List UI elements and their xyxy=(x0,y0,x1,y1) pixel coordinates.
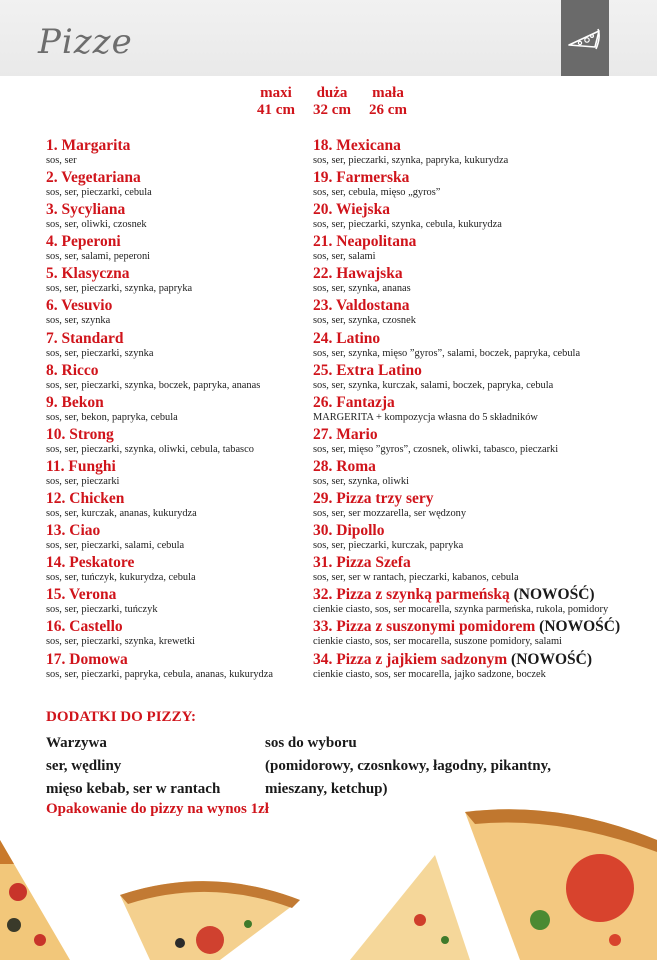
pizza-name-text: 5. Klasyczna xyxy=(46,265,130,283)
pizza-name xyxy=(313,426,633,444)
pizza-name-text: 19. Farmerska xyxy=(313,169,410,187)
pizza-name-text: 14. Peskatore xyxy=(46,554,135,572)
pizza-name-text: 1. Margarita xyxy=(46,137,131,154)
pizza-ingredients: sos, ser, pieczarki, szynka, papryka, kukurydza xyxy=(313,155,509,166)
pizza-slice-center xyxy=(120,881,300,960)
pizza-name-text: 10. Strong xyxy=(46,425,114,443)
pizza-item xyxy=(313,651,633,683)
pizza-name-text: 13. Ciao xyxy=(46,522,101,540)
pizza-name-text: 33. Pizza z suszonymi pomidorem xyxy=(313,618,536,636)
pizza-name-text: 31. Pizza Szefa xyxy=(313,554,411,572)
pizza-ingredients: sos, ser, oliwki, czosnek xyxy=(46,219,147,231)
pizza-item xyxy=(313,265,633,297)
pizza-item xyxy=(313,330,633,362)
pizza-slice-right xyxy=(465,809,657,960)
pizza-ingredients: sos, ser, szynka xyxy=(46,315,111,327)
pizza-ingredients: sos, ser, salami, peperoni xyxy=(46,251,151,263)
extras-sauces xyxy=(265,732,551,801)
size-headers xyxy=(248,85,416,119)
pizza-name-text: 22. Hawajska xyxy=(313,265,403,283)
extras-item: ser, wędliny xyxy=(46,758,122,774)
pizza-ingredients: sos, ser, pieczarki, kurczak, papryka xyxy=(313,540,464,552)
pizza-item xyxy=(313,169,633,201)
pizza-name xyxy=(313,265,633,283)
pizza-ingredients: sos, ser, kurczak, ananas, kukurydza xyxy=(46,508,197,520)
pizza-name xyxy=(313,330,633,348)
size-label: duża xyxy=(316,85,348,101)
pizza-ingredients: sos, ser, szynka, ananas xyxy=(313,283,411,295)
pizza-name-text: 29. Pizza trzy sery xyxy=(313,490,434,508)
size-duza xyxy=(304,85,360,119)
extras-item: Warzywa xyxy=(46,735,107,751)
pizza-item xyxy=(313,522,633,554)
pizza-name-text: 9. Bekon xyxy=(46,393,104,411)
corner-badge xyxy=(561,0,609,76)
pizza-ingredients: sos, ser, pieczarki, szynka, krewetki xyxy=(46,636,196,648)
pizza-name xyxy=(313,651,633,669)
page-title: Pizze xyxy=(38,22,133,62)
pizza-ingredients: sos, ser, mięso ”gyros”, czosnek, oliwki, tabasco, pieczarki xyxy=(313,443,559,455)
pizza-name-text: 17. Domowa xyxy=(46,650,128,668)
pizza-ingredients: sos, ser, szynka, oliwki xyxy=(313,475,409,487)
pizza-name-text: 21. Neapolitana xyxy=(313,233,417,251)
pizza-ingredients: sos, ser, tuńczyk, kukurydza, cebula xyxy=(46,572,196,584)
pizza-ingredients: sos, ser, cebula, mięso „gyros” xyxy=(313,187,441,199)
pizza-name xyxy=(313,394,633,412)
pizza-name xyxy=(313,233,633,251)
pizza-name-text: 30. Dipollo xyxy=(313,522,385,540)
pizza-ingredients: sos, ser, ser mozzarella, ser wędzony xyxy=(313,508,467,520)
pizza-name-text: 8. Ricco xyxy=(46,361,99,379)
pizza-name xyxy=(313,362,633,380)
pizza-slice-left xyxy=(0,840,70,960)
pizza-ingredients: sos, ser, szynka, czosnek xyxy=(313,315,416,327)
pizza-ingredients: cienkie ciasto, sos, ser mocarella, szynka parmeńska, rukola, pomidory xyxy=(313,604,609,616)
pizza-ingredients: sos, ser, pieczarki, szynka, oliwki, cebula, tabasco xyxy=(46,443,254,455)
pizza-list-right xyxy=(313,137,633,683)
pizza-name-text: 23. Valdostana xyxy=(313,297,410,315)
pizza-ingredients: cienkie ciasto, sos, ser mocarella, jajko sadzone, boczek xyxy=(313,668,546,680)
size-diameter: 32 cm xyxy=(313,102,351,118)
pizza-ingredients: sos, ser, pieczarki, szynka xyxy=(46,347,154,359)
size-mala xyxy=(360,85,416,119)
pizza-ingredients: sos, ser, pieczarki, tuńczyk xyxy=(46,604,158,616)
pizza-item xyxy=(313,586,633,618)
pizza-ingredients: sos, ser, salami xyxy=(313,251,376,263)
pizza-item xyxy=(313,554,633,586)
pizza-ingredients: sos, ser, szynka, mięso ”gyros”, salami, boczek, papryka, cebula xyxy=(313,347,581,359)
pizza-name xyxy=(313,522,633,540)
new-badge: (NOWOŚĆ) xyxy=(535,618,621,636)
pizza-name-text: 15. Verona xyxy=(46,586,117,604)
pizza-ingredients: sos, ser, pieczarki, salami, cebula xyxy=(46,540,185,552)
pizza-name-text: 20. Wiejska xyxy=(313,201,390,219)
pizza-ingredients: sos, ser, pieczarki xyxy=(46,475,120,487)
pizza-item xyxy=(313,490,633,522)
pizza-ingredients: cienkie ciasto, sos, ser mocarella, suszone pomidory, salami xyxy=(313,636,562,648)
pizza-name xyxy=(313,137,633,155)
pizza-item xyxy=(313,426,633,458)
pizza-slice-small xyxy=(350,855,470,960)
pizza-ingredients: sos, ser, pieczarki, szynka, boczek, papryka, ananas xyxy=(46,379,261,391)
extras-item: mięso kebab, ser w rantach xyxy=(46,781,221,797)
pizza-name xyxy=(313,586,633,604)
pizza-slices-decoration xyxy=(0,800,657,960)
new-badge: (NOWOŚĆ) xyxy=(509,586,595,604)
pizza-name xyxy=(313,554,633,572)
size-diameter: 26 cm xyxy=(369,102,407,118)
pizza-item xyxy=(313,362,633,394)
pizza-ingredients: sos, ser, pieczarki, szynka, papryka xyxy=(46,283,193,295)
pizza-ingredients: MARGERITA + kompozycja własna do 5 składników xyxy=(313,411,538,423)
pizza-name-text: 34. Pizza z jajkiem sadzonym xyxy=(313,650,508,668)
pizza-item xyxy=(313,201,633,233)
pizza-ingredients: sos, ser, pieczarki, szynka, cebula, kukurydza xyxy=(313,219,502,231)
pizza-name-text: 32. Pizza z szynką parmeńską xyxy=(313,586,510,604)
sauce-line: (pomidorowy, czosnkowy, łagodny, pikantny, xyxy=(265,758,552,774)
pizza-name-text: 25. Extra Latino xyxy=(313,361,422,379)
pizza-ingredients: sos, ser, pieczarki, cebula xyxy=(46,187,152,199)
pizza-name-text: 7. Standard xyxy=(46,329,124,347)
size-maxi xyxy=(248,85,304,119)
pizza-name-text: 24. Latino xyxy=(313,329,381,347)
pizza-item xyxy=(313,297,633,329)
pizza-name xyxy=(313,490,633,508)
pizza-name-text: 12. Chicken xyxy=(46,490,125,508)
size-label: maxi xyxy=(260,85,292,101)
pizza-slice-icon xyxy=(565,23,605,53)
packaging-note: Opakowanie do pizzy na wynos 1zł xyxy=(46,801,269,817)
pizza-name xyxy=(313,297,633,315)
pizza-name-text: 2. Vegetariana xyxy=(46,169,141,187)
pizza-name-text: 18. Mexicana xyxy=(313,137,401,154)
pizza-name xyxy=(313,201,633,219)
pizza-name xyxy=(313,458,633,476)
pizza-ingredients: sos, ser, pieczarki, papryka, cebula, ananas, kukurydza xyxy=(46,668,273,680)
pizza-name-text: 16. Castello xyxy=(46,618,123,636)
pizza-name-text: 11. Funghi xyxy=(46,457,116,475)
pizza-item xyxy=(313,233,633,265)
extras-title: DODATKI DO PIZZY: xyxy=(46,709,197,725)
size-diameter: 41 cm xyxy=(257,102,295,118)
size-label: mała xyxy=(372,85,404,101)
extras-left-list xyxy=(46,732,220,801)
pizza-name-text: 26. Fantazja xyxy=(313,393,395,411)
pizza-name xyxy=(313,618,633,636)
pizza-name-text: 4. Peperoni xyxy=(46,233,121,251)
pizza-ingredients: sos, ser xyxy=(46,155,77,166)
sauce-line: mieszany, ketchup) xyxy=(265,781,388,797)
pizza-name-text: 28. Roma xyxy=(313,457,376,475)
pizza-item xyxy=(313,618,633,650)
pizza-name xyxy=(313,169,633,187)
pizza-ingredients: sos, ser, szynka, kurczak, salami, boczek, papryka, cebula xyxy=(313,379,554,391)
pizza-name-text: 6. Vesuvio xyxy=(46,297,113,315)
pizza-item xyxy=(313,394,633,426)
pizza-item xyxy=(313,458,633,490)
pizza-name-text: 27. Mario xyxy=(313,425,378,443)
pizza-item xyxy=(313,137,633,169)
pizza-ingredients: sos, ser, ser w rantach, pieczarki, kabanos, cebula xyxy=(313,572,519,584)
new-badge: (NOWOŚĆ) xyxy=(507,650,592,668)
pizza-ingredients: sos, ser, bekon, papryka, cebula xyxy=(46,411,178,423)
sauce-line: sos do wyboru xyxy=(265,735,357,751)
pizza-name-text: 3. Sycyliana xyxy=(46,201,126,219)
